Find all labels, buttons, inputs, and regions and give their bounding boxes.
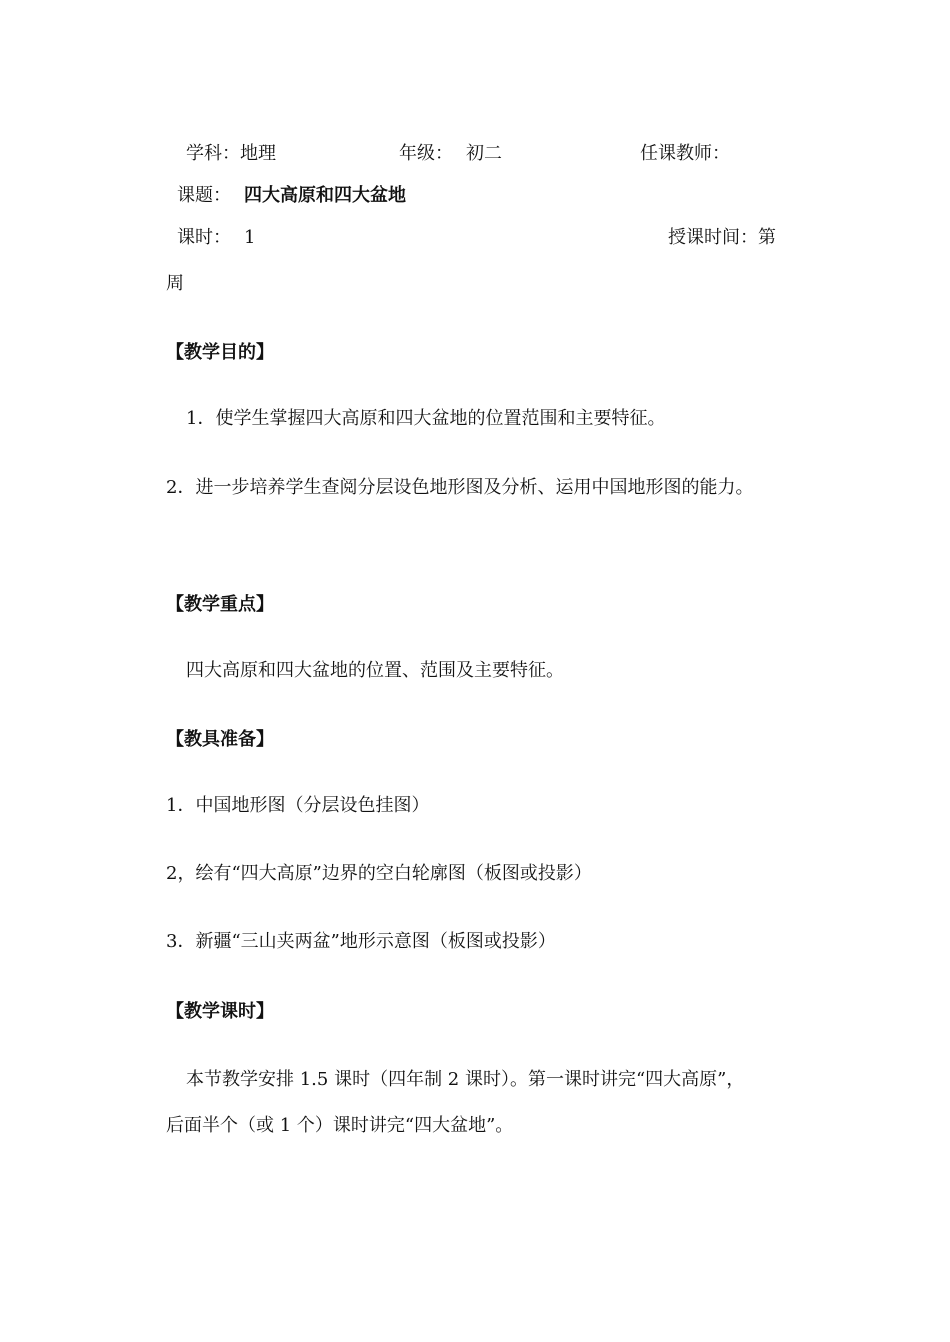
objective-item-1: 1．使学生掌握四大高原和四大盆地的位置范围和主要特征。: [186, 408, 666, 429]
focus-heading: 【教学重点】: [166, 594, 274, 615]
tools-heading: 【教具准备】: [166, 729, 274, 750]
schedule-text-line-1: 本节教学安排 1.5 课时（四年制 2 课时）。第一课时讲完“四大高原”，: [186, 1069, 745, 1090]
objectives-heading: 【教学目的】: [166, 342, 274, 363]
schedule-text-line-2: 后面半个（或 1 个）课时讲完“四大盆地”。: [166, 1115, 514, 1136]
hours-label: 课时：: [177, 227, 231, 248]
tool-item-2: 2，绘有“四大高原”边界的空白轮廓图（板图或投影）: [166, 863, 592, 884]
grade-label: 年级：: [399, 143, 453, 164]
schedule-heading: 【教学课时】: [166, 1001, 274, 1022]
tool-item-3: 3．新疆“三山夹两盆”地形示意图（板图或投影）: [166, 931, 556, 952]
topic-value: 四大高原和四大盆地: [244, 185, 406, 206]
grade-value: 初二: [466, 143, 502, 164]
objective-item-2: 2．进一步培养学生查阅分层设色地形图及分析、运用中国地形图的能力。: [166, 477, 754, 498]
focus-text: 四大高原和四大盆地的位置、范围及主要特征。: [186, 660, 564, 681]
class-time-week: 周: [166, 273, 184, 294]
subject-field: 学科：地理: [186, 143, 276, 164]
teacher-label: 任课教师：: [640, 143, 730, 164]
hours-value: 1: [244, 227, 256, 248]
topic-label: 课题：: [177, 185, 231, 206]
class-time-label: 授课时间：第: [668, 227, 776, 248]
tool-item-1: 1．中国地形图（分层设色挂图）: [166, 795, 430, 816]
